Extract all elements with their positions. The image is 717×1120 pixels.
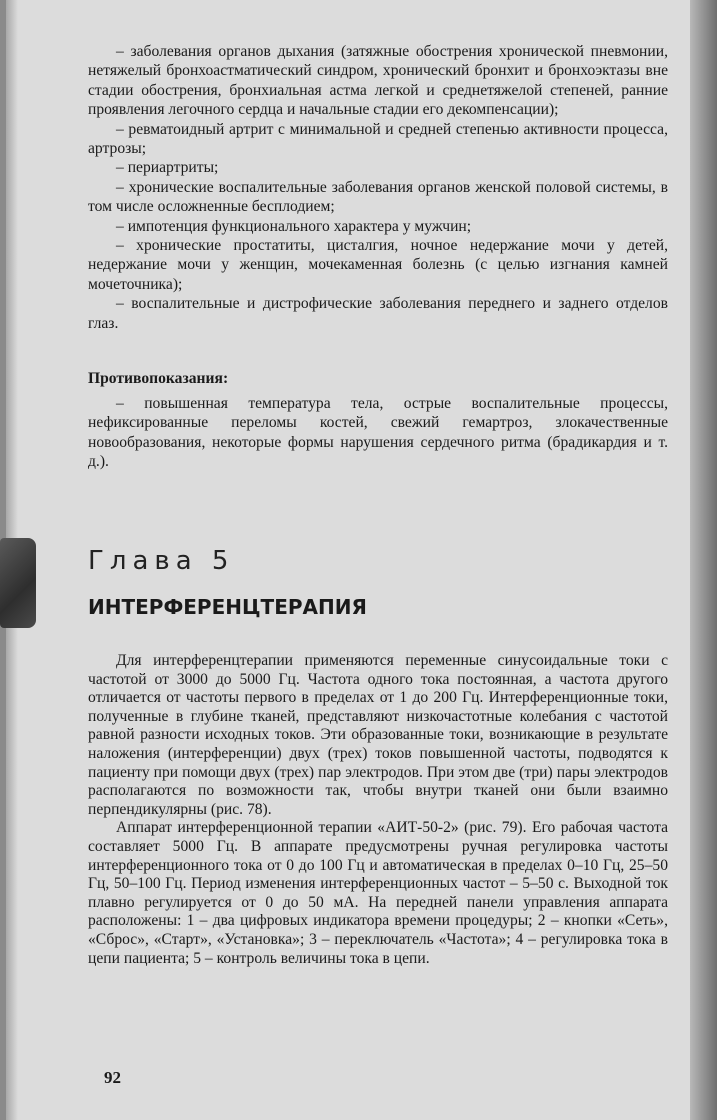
- contraindications-list: [88, 394, 668, 472]
- list-item: – повышенная температура тела, острые воспалительные процессы, нефиксированные переломы костей, свежий гемартроз, злокачественные новообразования, некоторые формы нарушения сердечного ритма (брадикардия и т. д.).: [88, 395, 668, 471]
- chapter-body: [88, 652, 668, 968]
- list-item: – хронические простатиты, цисталгия, ночное недержание мочи у детей, недержание мочи у женщин, мочекаменная болезнь (с целью изгнания камней мочеточника);: [88, 237, 668, 293]
- list-item: – хронические воспалительные заболевания органов женской половой системы, в том числе осложненные бесплодием;: [88, 178, 668, 216]
- chapter-label: Глава 5: [88, 546, 235, 576]
- chapter-title: ИНТЕРФЕРЕНЦТЕРАПИЯ: [88, 595, 367, 619]
- page-edge: [690, 0, 717, 1120]
- chapter-tab-marker: [0, 538, 36, 628]
- contraindications-heading: Противопоказания:: [88, 370, 229, 387]
- list-item: – воспалительные и дистрофические заболевания переднего и заднего отделов глаз.: [88, 295, 668, 332]
- page-number: 92: [104, 1068, 121, 1087]
- list-item: – заболевания органов дыхания (затяжные обострения хронической пневмонии, нетяжелый бронхоастматический синдром, хронический бронхит и бронхоэктазы вне стадии обострения, бронхиальная астма легкой и среднетяжелой степеней, ранние проявления легочного сердца и начальные стадии его декомпенсации);: [88, 43, 668, 119]
- indications-list: [88, 42, 668, 333]
- list-item: – периартриты;: [116, 159, 219, 177]
- body-paragraph: Для интерференцтерапии применяются переменные синусоидальные токи с частотой от 3000 до 5000 Гц. Частота одного тока постоянная, а частота другого отличается от частоты первого в пределах от 1 до 200 Гц. Интерференционные токи, полученные в глубине тканей, представляют низкочастотные колебания с частотой равной разности исходных токов. Эти образованные токи, возникающие в результате наложения (интерференции) двух (трех) токов повышенной частоты, подводятся к пациенту при помощи двух (трех) пар электродов. При этом две (три) пары электродов располагаются по возможности так, чтобы внутри тканей они были взаимно перпендикулярны (рис. 78).: [88, 652, 668, 818]
- list-item: – импотенция функционального характера у мужчин;: [116, 217, 472, 235]
- list-item: – ревматоидный артрит с минимальной и средней степенью активности процесса, артрозы;: [88, 120, 668, 158]
- body-paragraph: Аппарат интерференционной терапии «АИТ-50-2» (рис. 79). Его рабочая частота составляет 5000 Гц. В аппарате предусмотрены ручная регулировка частоты интерференционного тока от 0 до 100 Гц и автоматическая в пределах 0–10 Гц, 25–50 Гц, 50–100 Гц. Период изменения интерференционных частот – 5–50 с. Выходной ток плавно регулируется от 0 до 50 мА. На передней панели управления аппарата расположены: 1 – два цифровых индикатора времени процедуры; 2 – кнопки «Сеть», «Сброс», «Старт», «Установка»; 3 – переключатель «Частота»; 4 – регулировка тока в цепи пациента; 5 – контроль величины тока в цепи.: [88, 819, 668, 967]
